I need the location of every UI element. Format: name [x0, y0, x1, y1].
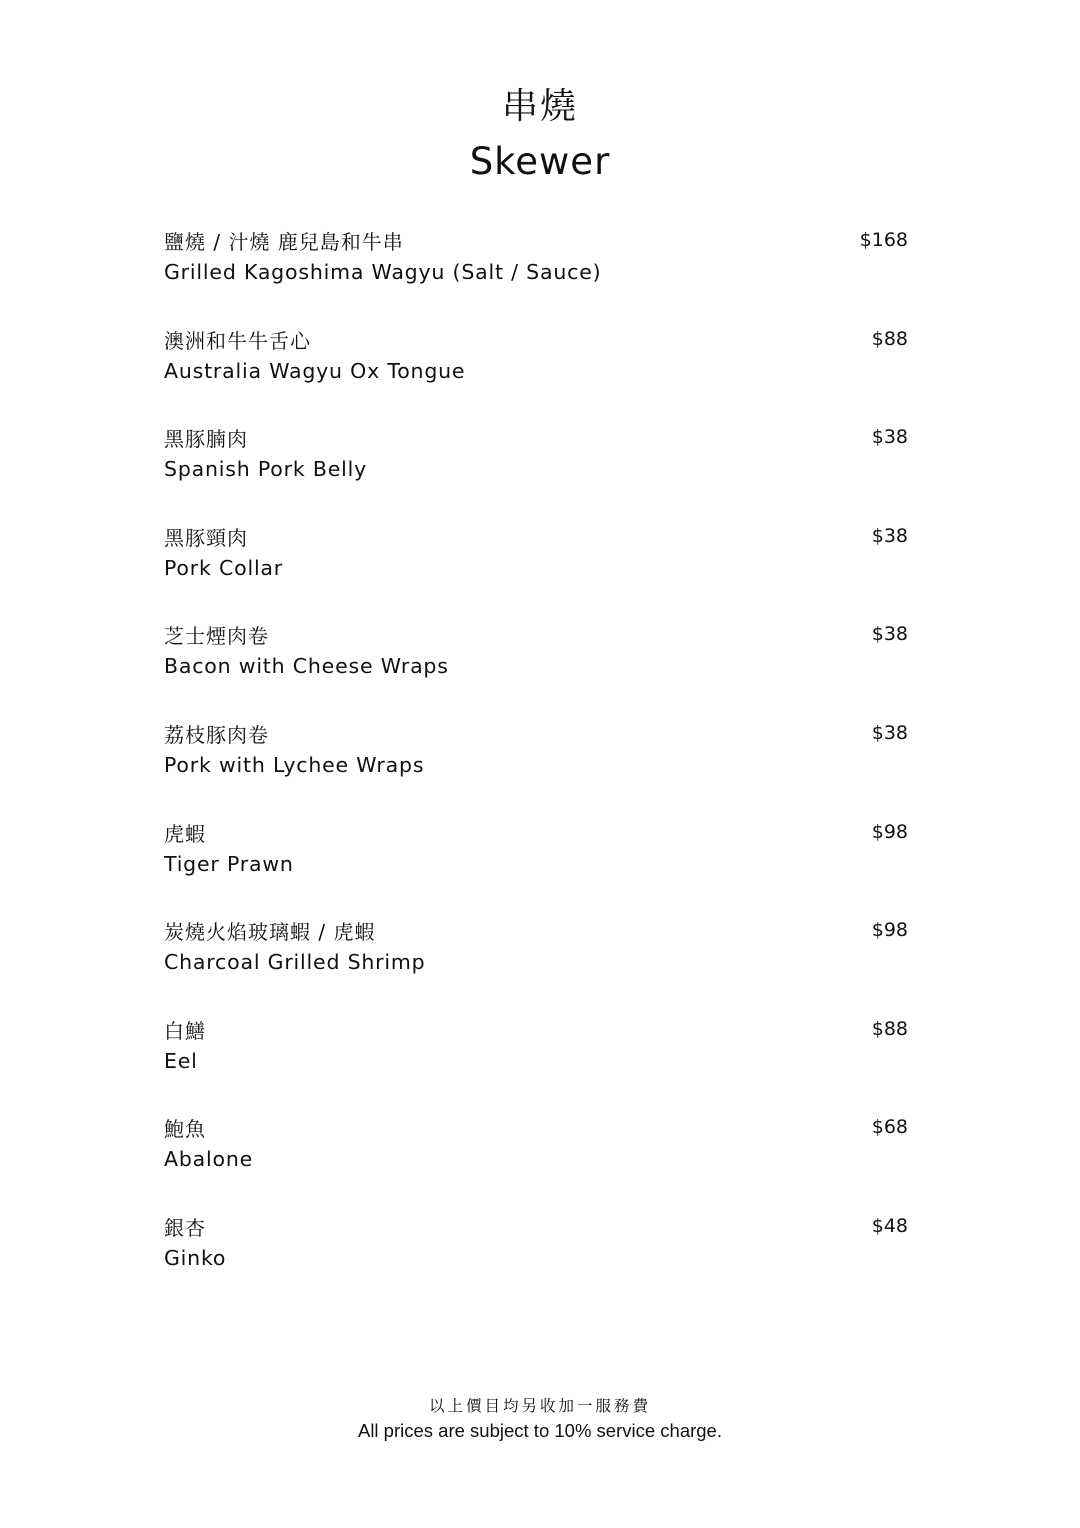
menu-item	[164, 1111, 916, 1210]
menu-item-name-chinese: 黑豚頸肉	[164, 525, 248, 550]
menu-item-price: $38	[871, 524, 908, 547]
menu-header	[0, 82, 1080, 190]
menu-item-price: $88	[871, 1017, 908, 1040]
menu-item-name-english: Ginko	[164, 1245, 227, 1270]
menu-item-name-chinese: 鮑魚	[164, 1117, 206, 1142]
menu-item-price: $98	[871, 919, 908, 942]
menu-item-name-english: Grilled Kagoshima Wagyu (Salt / Sauce)	[164, 260, 602, 284]
menu-item	[164, 323, 916, 422]
menu-item-name-chinese: 鹽燒 / 汁燒 鹿兒島和牛串	[164, 230, 404, 254]
menu-item-price: $38	[871, 623, 908, 646]
menu-list	[164, 224, 916, 1309]
menu-item-price: $38	[871, 721, 908, 744]
menu-item-name-english: Abalone	[164, 1147, 254, 1172]
service-charge-note-english: All prices are subject to 10% service charge.	[357, 1420, 722, 1441]
menu-item-name-chinese: 銀杏	[164, 1215, 206, 1240]
menu-item-name-chinese: 芝士煙肉卷	[164, 624, 269, 649]
menu-item-name-chinese: 白鱔	[164, 1018, 206, 1043]
menu-item	[164, 520, 916, 619]
menu-item-name-chinese: 澳洲和牛牛舌心	[164, 328, 311, 353]
menu-item	[164, 717, 916, 816]
menu-item	[164, 618, 916, 717]
menu-item-name-english: Spanish Pork Belly	[164, 457, 368, 482]
menu-item-name-english: Australia Wagyu Ox Tongue	[164, 358, 466, 383]
menu-item-name-english: Pork Collar	[164, 555, 284, 580]
menu-item	[164, 224, 916, 323]
menu-item-name-chinese: 炭燒火焰玻璃蝦 / 虎蝦	[164, 920, 376, 945]
page-title-chinese: 串燒	[501, 86, 578, 127]
menu-item-name-english: Pork with Lychee Wraps	[164, 752, 425, 777]
menu-item-price: $168	[859, 229, 908, 251]
menu-item	[164, 1013, 916, 1112]
menu-item-name-chinese: 黑豚腩肉	[164, 427, 248, 452]
menu-item-name-english: Eel	[164, 1048, 198, 1073]
menu-item-price: $68	[871, 1116, 908, 1139]
menu-item-price: $38	[871, 426, 908, 449]
menu-item	[164, 1210, 916, 1309]
menu-item-price: $88	[871, 327, 908, 350]
service-charge-note	[0, 1394, 1080, 1444]
menu-item-name-chinese: 虎蝦	[164, 821, 206, 846]
menu-item	[164, 421, 916, 520]
menu-item-name-english: Charcoal Grilled Shrimp	[164, 950, 426, 975]
menu-item-name-english: Bacon with Cheese Wraps	[164, 654, 449, 679]
menu-item	[164, 816, 916, 915]
menu-item-price: $48	[871, 1214, 908, 1237]
menu-item-price: $98	[871, 820, 908, 843]
service-charge-note-chinese: 以上價目均另收加一服務費	[428, 1397, 651, 1415]
page-title-english: Skewer	[469, 140, 611, 183]
menu-item	[164, 914, 916, 1013]
menu-item-name-chinese: 荔枝豚肉卷	[164, 722, 269, 747]
menu-item-name-english: Tiger Prawn	[164, 851, 294, 876]
